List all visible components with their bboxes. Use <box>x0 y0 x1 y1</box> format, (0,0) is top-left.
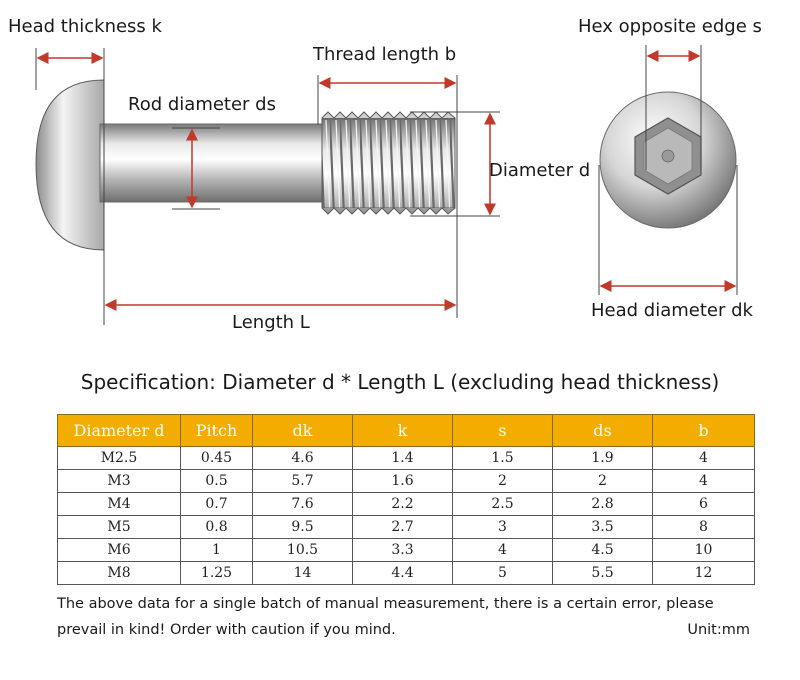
label-hex-edge: Hex opposite edge s <box>578 16 762 37</box>
header-pitch: Pitch <box>181 415 253 447</box>
table-cell: 1.9 <box>553 447 653 470</box>
table-cell: 2.2 <box>353 493 453 516</box>
table-row <box>58 516 755 539</box>
header-k: k <box>353 415 453 447</box>
table-cell: 7.6 <box>253 493 353 516</box>
table-cell: 5.7 <box>253 470 353 493</box>
table-cell: 2.8 <box>553 493 653 516</box>
table-cell: 10 <box>653 539 755 562</box>
unit-label: Unit:mm <box>687 622 750 638</box>
note-line-1: The above data for a single batch of manual measurement, there is a certain error, please <box>57 596 714 612</box>
header-b: b <box>653 415 755 447</box>
note-line-2: prevail in kind! Order with caution if you mind. <box>57 622 396 638</box>
screw-head <box>36 80 104 250</box>
spec-table <box>57 414 755 585</box>
table-cell: 1.6 <box>353 470 453 493</box>
label-head-thickness: Head thickness k <box>8 16 162 37</box>
table-cell: 4 <box>653 470 755 493</box>
table-cell: M4 <box>58 493 181 516</box>
table-row <box>58 470 755 493</box>
label-head-diameter: Head diameter dk <box>591 300 753 321</box>
table-cell: M8 <box>58 562 181 585</box>
table-cell: 4.5 <box>553 539 653 562</box>
screw-shank <box>100 124 325 202</box>
label-thread-length: Thread length b <box>313 44 457 65</box>
table-cell: 12 <box>653 562 755 585</box>
screw-thread <box>322 118 455 208</box>
table-cell: 0.5 <box>181 470 253 493</box>
table-cell: 0.8 <box>181 516 253 539</box>
table-cell: 2 <box>453 470 553 493</box>
table-cell: 3.3 <box>353 539 453 562</box>
table-row <box>58 539 755 562</box>
table-cell: 5.5 <box>553 562 653 585</box>
table-cell: 1 <box>181 539 253 562</box>
table-row <box>58 493 755 516</box>
label-rod-diameter: Rod diameter ds <box>128 94 276 115</box>
table-cell: 4 <box>453 539 553 562</box>
table-cell: 1.25 <box>181 562 253 585</box>
table-cell: M5 <box>58 516 181 539</box>
table-cell: 4.6 <box>253 447 353 470</box>
table-cell: 0.7 <box>181 493 253 516</box>
table-cell: 4 <box>653 447 755 470</box>
table-cell: 14 <box>253 562 353 585</box>
table-cell: 2.5 <box>453 493 553 516</box>
table-cell: 2 <box>553 470 653 493</box>
table-cell: 5 <box>453 562 553 585</box>
label-length: Length L <box>232 312 310 333</box>
table-cell: 1.5 <box>453 447 553 470</box>
table-cell: 3 <box>453 516 553 539</box>
table-cell: 3.5 <box>553 516 653 539</box>
header-ds: ds <box>553 415 653 447</box>
table-row <box>58 447 755 470</box>
table-cell: 9.5 <box>253 516 353 539</box>
table-cell: M3 <box>58 470 181 493</box>
header-dk: dk <box>253 415 353 447</box>
table-cell: 8 <box>653 516 755 539</box>
table-cell: 4.4 <box>353 562 453 585</box>
spec-title: Specification: Diameter d * Length L (excluding head thickness) <box>80 370 720 394</box>
table-cell: 6 <box>653 493 755 516</box>
table-header-row <box>58 415 755 447</box>
label-diameter: Diameter d <box>489 160 591 181</box>
table-cell: 2.7 <box>353 516 453 539</box>
table-cell: 0.45 <box>181 447 253 470</box>
header-diameter: Diameter d <box>58 415 181 447</box>
table-cell: 1.4 <box>353 447 453 470</box>
table-cell: 10.5 <box>253 539 353 562</box>
table-cell: M6 <box>58 539 181 562</box>
table-cell: M2.5 <box>58 447 181 470</box>
header-s: s <box>453 415 553 447</box>
table-row <box>58 562 755 585</box>
